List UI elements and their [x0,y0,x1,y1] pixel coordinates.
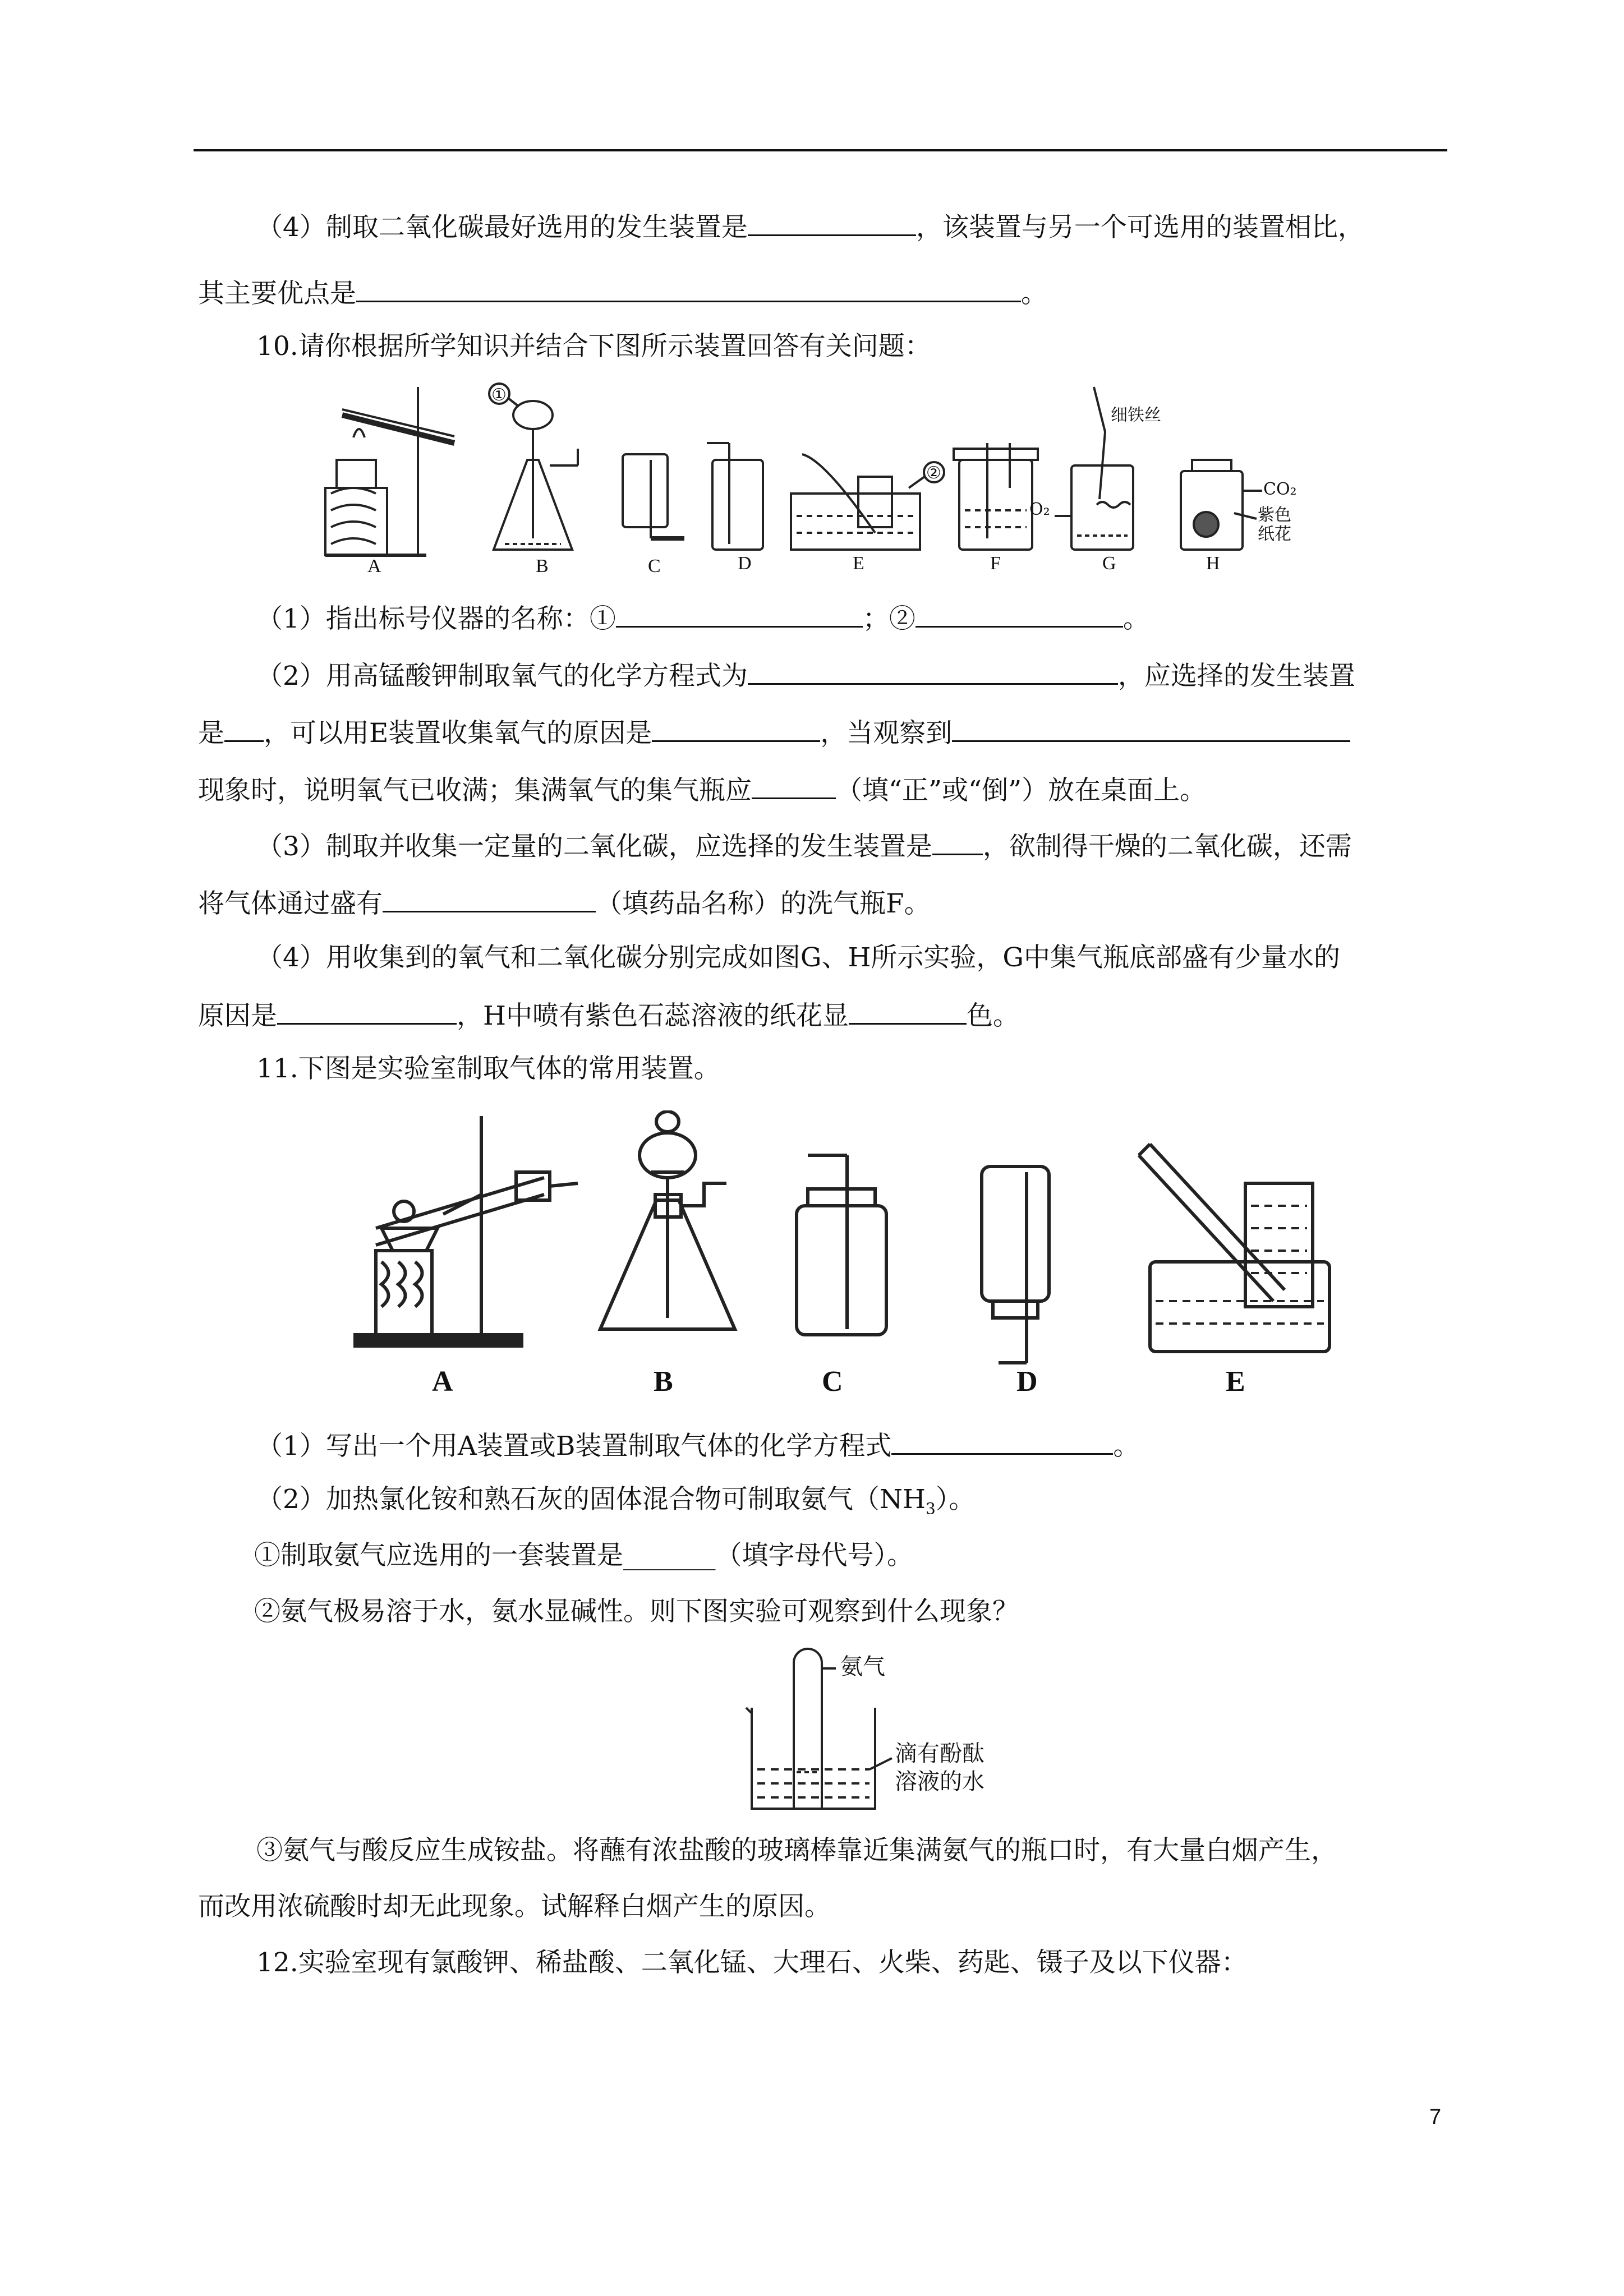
answer-blank[interactable] [748,209,916,236]
answer-blank[interactable] [932,828,983,855]
label-b: B [654,1366,673,1398]
label-liquid-1: 滴有酚酞 [895,1741,984,1767]
header-rule [194,149,1447,151]
o2-label: O₂ [1029,500,1050,519]
q11-figure-labels [432,1366,1245,1398]
label-f: F [990,553,1001,574]
apparatus-c [797,1155,886,1335]
q11-s3-line2: 而改用浓硫酸时却无此现象。试解释白烟产生的原因。 [198,1891,831,1922]
q11-p2: （2）加热氯化铵和熟石灰的固体混合物可制取氨气$(NH_3)$。 [256,1484,976,1518]
q10-figure-labels [367,385,1297,577]
answer-blank[interactable] [891,1427,1113,1455]
label-a: A [432,1366,453,1398]
answer-blank[interactable] [752,772,836,799]
answer-blank[interactable] [356,275,1021,302]
answer-blank[interactable] [616,600,863,628]
label-d: D [1016,1366,1038,1398]
label-liquid-2: 溶液的水 [895,1769,984,1795]
label-ammonia: 氨气 [840,1654,885,1680]
label-c: C [648,556,661,577]
answer-blank[interactable] [224,714,264,742]
q11-s3-line1: ③氨气与酸反应生成铵盐。将蘸有浓盐酸的玻璃棒靠近集满氨气的瓶口时，有大量白烟产生， [256,1835,1337,1866]
apparatus-h [1181,460,1262,550]
label-c: C [822,1366,843,1398]
ammonia-beaker-figure [740,1646,999,1814]
q10-p3-line2: 将气体通过盛有 （填药品名称）的洗气瓶F。 [198,885,1455,921]
answer-blank[interactable] [915,600,1123,628]
q11-title: 11.下图是实验室制取气体的常用装置。 [256,1053,720,1084]
q10-p2-line3: 现象时，说明氧气已收满；集满氧气的集气瓶应 （填“正”或“倒”）放在桌面上。 [198,772,1455,808]
apparatus-a [325,387,454,555]
callout-2: ② [926,463,941,483]
q10-p1: （1）指出标号仪器的名称：① ；② 。 [198,600,1513,636]
apparatus-f [954,443,1038,550]
answer-blank[interactable] [849,997,967,1025]
label-e: E [853,553,864,574]
label-a: A [367,556,381,577]
page-number: 7 [1429,2105,1442,2129]
q11-apparatus-figure [353,1110,1363,1402]
answer-blank[interactable]: _______ [623,1540,716,1571]
answer-blank[interactable] [383,885,596,912]
label-e: E [1226,1366,1245,1398]
q11-s1: ①制取氨气应选用的一套装置是_______（填字母代号）。 [254,1540,913,1571]
q10-p2-line2: 是 ，可以用E装置收集氧气的原因是 ，当观察到 [198,714,1455,750]
answer-blank[interactable] [652,714,820,742]
flower-label-1: 紫色 [1258,505,1291,525]
callout-1: ① [491,385,507,405]
answer-blank[interactable] [277,997,457,1025]
q10-p4-line1: （4）用收集到的氧气和二氧化碳分别完成如图G、H所示实验，G中集气瓶底部盛有少量水的 [256,942,1340,973]
q10-apparatus-figure [314,376,1380,578]
q10-p2-line1: （2）用高锰酸钾制取氧气的化学方程式为 ，应选择的发生装置 [198,657,1513,693]
q9-4-line2: 其主要优点是 。 [198,275,1455,311]
wire-label: 细铁丝 [1111,405,1161,425]
apparatus-e [791,454,944,550]
label-d: D [738,553,752,574]
answer-blank[interactable] [952,714,1350,742]
q11-p1: （1）写出一个用A装置或B装置制取气体的化学方程式 。 [198,1427,1513,1463]
apparatus-d [707,443,763,550]
label-b: B [536,556,549,577]
flower-label-2: 纸花 [1258,524,1291,544]
apparatus-d [982,1167,1049,1363]
q12-title: 12.实验室现有氯酸钾、稀盐酸、二氧化锰、大理石、火柴、药匙、镊子及以下仪器： [256,1947,1248,1978]
answer-blank[interactable] [748,657,1118,685]
apparatus-e [1139,1144,1329,1352]
q10-title: 10.请你根据所学知识并结合下图所示装置回答有关问题： [256,331,931,362]
apparatus-a [353,1116,578,1346]
label-g: G [1102,553,1116,574]
q9-4-line1: （4）制取二氧化碳最好选用的发生装置是 ，该装置与另一个可选用的装置相比， [198,209,1513,245]
q10-p3-line1: （3）制取并收集一定量的二氧化碳，应选择的发生装置是 ，欲制得干燥的二氧化碳，还需 [198,828,1513,864]
co2-label: CO₂ [1263,480,1297,499]
apparatus-c [623,454,684,538]
apparatus-b [489,384,578,550]
apparatus-b [600,1112,735,1329]
q11-s2: ②氨气极易溶于水，氨水显碱性。则下图实验可观察到什么现象？ [254,1596,1019,1627]
label-h: H [1206,553,1220,574]
q10-p4-line2: 原因是 ，H中喷有紫色石蕊溶液的纸花显 色。 [198,997,1455,1033]
